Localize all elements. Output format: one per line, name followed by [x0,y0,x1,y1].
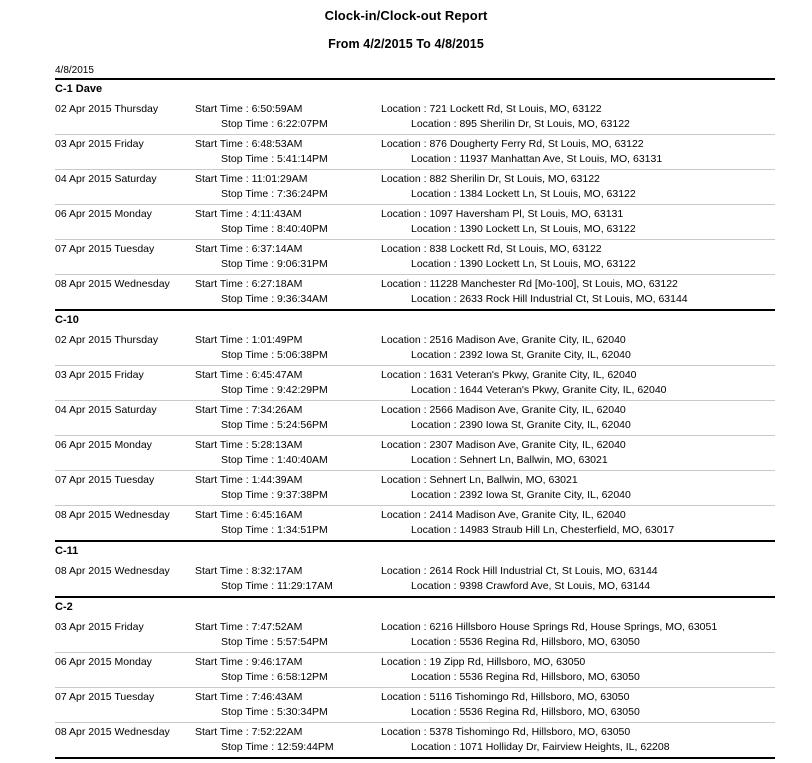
stop-time-text: Stop Time : 5:06:38PM [221,349,328,361]
entry-date: 04 Apr 2015 Saturday [55,173,157,185]
stop-time-cell [195,383,381,398]
clock-out-line [55,187,775,202]
entry-date-spacer [55,523,195,538]
table-row [55,618,775,652]
start-time-cell [195,333,381,348]
entry-date: 08 Apr 2015 Wednesday [55,509,170,521]
groups-container [55,80,775,759]
stop-time-cell [195,705,381,720]
stop-location-cell: Location : 2633 Rock Hill Industrial Ct, St Louis, MO, 63144 [411,293,688,305]
table-row [55,366,775,400]
stop-time-text: Stop Time : 9:42:29PM [221,384,328,396]
entry-date: 08 Apr 2015 Wednesday [55,565,170,577]
entry-date: 03 Apr 2015 Friday [55,369,144,381]
stop-time-text: Stop Time : 12:59:44PM [221,741,334,753]
clock-in-line [55,620,775,635]
entry-date-spacer [55,292,195,307]
entry-date-spacer [55,257,195,272]
clock-out-line [55,152,775,167]
stop-time-cell [195,348,381,363]
stop-time-cell [195,152,381,167]
start-location-cell: Location : 2566 Madison Ave, Granite City, IL, 62040 [381,404,626,416]
start-location-cell: Location : 2516 Madison Ave, Granite City, IL, 62040 [381,334,626,346]
run-date: 4/8/2015 [55,65,94,76]
entry-date-spacer [55,488,195,503]
table-row [55,135,775,169]
table-row [55,436,775,470]
clock-out-line [55,579,775,594]
start-time-text: Start Time : 7:46:43AM [195,691,303,703]
start-time-text: Start Time : 1:44:39AM [195,474,303,486]
start-time-cell [195,620,381,635]
start-time-text: Start Time : 6:48:53AM [195,138,303,150]
stop-location-cell: Location : 1644 Veteran's Pkwy, Granite City, IL, 62040 [411,384,667,396]
start-time-cell [195,403,381,418]
start-time-text: Start Time : 5:28:13AM [195,439,303,451]
start-time-cell [195,725,381,740]
report-group [55,598,775,757]
clock-in-line [55,403,775,418]
table-row [55,401,775,435]
table-row [55,331,775,365]
stop-location-cell: Location : 1384 Lockett Ln, St Louis, MO, 63122 [411,188,636,200]
entry-date: 07 Apr 2015 Tuesday [55,474,155,486]
start-time-cell [195,564,381,579]
entry-date-spacer [55,740,195,755]
entry-date-spacer [55,222,195,237]
clock-out-line [55,705,775,720]
table-row [55,471,775,505]
start-location-cell: Location : 721 Lockett Rd, St Louis, MO, 63122 [381,103,602,115]
stop-time-cell [195,292,381,307]
stop-location-cell: Location : 1390 Lockett Ln, St Louis, MO, 63122 [411,223,636,235]
start-location-cell: Location : 1097 Haversham Pl, St Louis, MO, 63131 [381,208,624,220]
start-time-text: Start Time : 8:32:17AM [195,565,303,577]
stop-location-cell: Location : 14983 Straub Hill Ln, Chesterfield, MO, 63017 [411,524,675,536]
stop-time-cell [195,117,381,132]
stop-time-cell [195,222,381,237]
start-location-cell: Location : Sehnert Ln, Ballwin, MO, 63021 [381,474,578,486]
clock-in-line [55,725,775,740]
stop-location-cell: Location : 1390 Lockett Ln, St Louis, MO, 63122 [411,258,636,270]
clock-out-line [55,292,775,307]
start-time-cell [195,102,381,117]
entry-date: 03 Apr 2015 Friday [55,621,144,633]
start-location-cell: Location : 838 Lockett Rd, St Louis, MO, 63122 [381,243,602,255]
table-row [55,100,775,134]
stop-location-cell: Location : Sehnert Ln, Ballwin, MO, 63021 [411,454,608,466]
start-time-text: Start Time : 7:52:22AM [195,726,303,738]
clock-in-line [55,333,775,348]
group-header: C-10 [55,314,79,326]
stop-time-text: Stop Time : 9:36:34AM [221,293,328,305]
clock-in-line [55,242,775,257]
stop-location-cell: Location : 895 Sherilin Dr, St Louis, MO, 63122 [411,118,630,130]
stop-location-cell: Location : 9398 Crawford Ave, St Louis, MO, 63144 [411,580,651,592]
clock-in-line [55,690,775,705]
table-row [55,562,775,596]
start-time-text: Start Time : 6:45:47AM [195,369,303,381]
entry-date-spacer [55,670,195,685]
start-time-cell [195,655,381,670]
start-location-cell: Location : 6216 Hillsboro House Springs Rd, House Springs, MO, 63051 [381,621,718,633]
start-time-cell [195,137,381,152]
start-time-text: Start Time : 7:34:26AM [195,404,303,416]
clock-out-line [55,453,775,468]
stop-time-cell [195,187,381,202]
clock-in-line [55,277,775,292]
stop-time-text: Stop Time : 5:41:14PM [221,153,328,165]
entry-date: 02 Apr 2015 Thursday [55,334,159,346]
start-location-cell: Location : 2307 Madison Ave, Granite City, IL, 62040 [381,439,626,451]
start-time-cell [195,207,381,222]
entry-date-spacer [55,705,195,720]
stop-time-cell [195,418,381,433]
page-subtitle: From 4/2/2015 To 4/8/2015 [328,37,484,51]
start-time-text: Start Time : 6:37:14AM [195,243,303,255]
stop-location-cell: Location : 2390 Iowa St, Granite City, IL, 62040 [411,419,631,431]
clock-in-line [55,368,775,383]
clock-in-line [55,207,775,222]
stop-location-cell: Location : 11937 Manhattan Ave, St Louis, MO, 63131 [411,153,663,165]
stop-time-text: Stop Time : 1:34:51PM [221,524,328,536]
entry-date-spacer [55,453,195,468]
stop-time-cell [195,453,381,468]
start-time-cell [195,277,381,292]
group-header: C-2 [55,601,73,613]
clock-out-line [55,670,775,685]
stop-time-text: Stop Time : 1:40:40AM [221,454,328,466]
stop-time-text: Stop Time : 9:06:31PM [221,258,328,270]
bottom-spacer [55,759,775,763]
start-time-cell [195,690,381,705]
clock-in-line [55,172,775,187]
clock-in-line [55,473,775,488]
table-row [55,506,775,540]
start-location-cell: Location : 1631 Veteran's Pkwy, Granite City, IL, 62040 [381,369,637,381]
start-time-cell [195,438,381,453]
clock-in-line [55,102,775,117]
table-row [55,275,775,309]
stop-location-cell: Location : 5536 Regina Rd, Hillsboro, MO, 63050 [411,636,640,648]
stop-time-text: Stop Time : 5:30:34PM [221,706,328,718]
entry-date-spacer [55,187,195,202]
entry-date-spacer [55,152,195,167]
stop-location-cell: Location : 2392 Iowa St, Granite City, IL, 62040 [411,349,631,361]
clock-in-line [55,508,775,523]
start-time-cell [195,508,381,523]
start-location-cell: Location : 5378 Tishomingo Rd, Hillsboro, MO, 63050 [381,726,631,738]
start-location-cell: Location : 876 Dougherty Ferry Rd, St Louis, MO, 63122 [381,138,644,150]
entry-date-spacer [55,579,195,594]
entry-date: 08 Apr 2015 Wednesday [55,726,170,738]
report-group [55,311,775,540]
stop-time-text: Stop Time : 8:40:40PM [221,223,328,235]
clock-out-line [55,523,775,538]
clock-out-line [55,222,775,237]
clock-out-line [55,348,775,363]
clock-in-line [55,438,775,453]
stop-time-cell [195,740,381,755]
clock-out-line [55,740,775,755]
stop-time-text: Stop Time : 5:24:56PM [221,419,328,431]
table-row [55,723,775,757]
entry-date: 06 Apr 2015 Monday [55,439,152,451]
start-time-text: Start Time : 9:46:17AM [195,656,303,668]
stop-time-text: Stop Time : 9:37:38PM [221,489,328,501]
stop-time-text: Stop Time : 11:29:17AM [221,580,333,592]
table-row [55,240,775,274]
entry-date-spacer [55,418,195,433]
clock-in-line [55,564,775,579]
entry-date-spacer [55,635,195,650]
stop-location-cell: Location : 5536 Regina Rd, Hillsboro, MO, 63050 [411,671,640,683]
group-header: C-11 [55,545,79,557]
start-time-text: Start Time : 1:01:49PM [195,334,303,346]
start-time-text: Start Time : 6:50:59AM [195,103,303,115]
start-time-text: Start Time : 11:01:29AM [195,173,308,185]
start-time-text: Start Time : 6:27:18AM [195,278,303,290]
report-group [55,80,775,309]
stop-time-cell [195,670,381,685]
start-time-text: Start Time : 7:47:52AM [195,621,303,633]
start-time-text: Start Time : 6:45:16AM [195,509,303,521]
stop-location-cell: Location : 2392 Iowa St, Granite City, IL, 62040 [411,489,631,501]
clock-in-line [55,655,775,670]
stop-time-cell [195,488,381,503]
table-row [55,653,775,687]
entry-date-spacer [55,348,195,363]
table-row [55,205,775,239]
stop-time-cell [195,579,381,594]
start-location-cell: Location : 882 Sherilin Dr, St Louis, MO, 63122 [381,173,600,185]
start-time-cell [195,368,381,383]
clock-in-line [55,137,775,152]
start-location-cell: Location : 11228 Manchester Rd [Mo-100], St Louis, MO, 63122 [381,278,678,290]
start-time-cell [195,242,381,257]
stop-location-cell: Location : 5536 Regina Rd, Hillsboro, MO, 63050 [411,706,640,718]
clock-out-line [55,635,775,650]
stop-time-cell [195,635,381,650]
entry-date: 04 Apr 2015 Saturday [55,404,157,416]
entry-date: 07 Apr 2015 Tuesday [55,691,155,703]
clock-out-line [55,117,775,132]
stop-time-text: Stop Time : 6:58:12PM [221,671,328,683]
clock-out-line [55,488,775,503]
table-row [55,688,775,722]
clock-out-line [55,418,775,433]
page-title: Clock-in/Clock-out Report [324,8,488,23]
start-location-cell: Location : 2614 Rock Hill Industrial Ct, St Louis, MO, 63144 [381,565,658,577]
start-location-cell: Location : 2414 Madison Ave, Granite City, IL, 62040 [381,509,626,521]
stop-time-cell [195,257,381,272]
stop-time-text: Stop Time : 6:22:07PM [221,118,328,130]
clock-out-line [55,383,775,398]
report-body [55,51,775,763]
start-time-cell [195,473,381,488]
start-location-cell: Location : 5116 Tishomingo Rd, Hillsboro, MO, 63050 [381,691,630,703]
entry-date: 02 Apr 2015 Thursday [55,103,159,115]
stop-time-cell [195,523,381,538]
entry-date: 08 Apr 2015 Wednesday [55,278,170,290]
entry-date: 06 Apr 2015 Monday [55,656,152,668]
table-row [55,170,775,204]
report-group [55,542,775,596]
entry-date: 03 Apr 2015 Friday [55,138,144,150]
start-location-cell: Location : 19 Zipp Rd, Hillsboro, MO, 63050 [381,656,586,668]
entry-date-spacer [55,383,195,398]
start-time-text: Start Time : 4:11:43AM [195,208,302,220]
entry-date: 06 Apr 2015 Monday [55,208,152,220]
entry-date-spacer [55,117,195,132]
entry-date: 07 Apr 2015 Tuesday [55,243,155,255]
group-header: C-1 Dave [55,83,103,95]
stop-location-cell: Location : 1071 Holliday Dr, Fairview Heights, IL, 62208 [411,741,670,753]
stop-time-text: Stop Time : 5:57:54PM [221,636,328,648]
start-time-cell [195,172,381,187]
clock-out-line [55,257,775,272]
stop-time-text: Stop Time : 7:36:24PM [221,188,328,200]
